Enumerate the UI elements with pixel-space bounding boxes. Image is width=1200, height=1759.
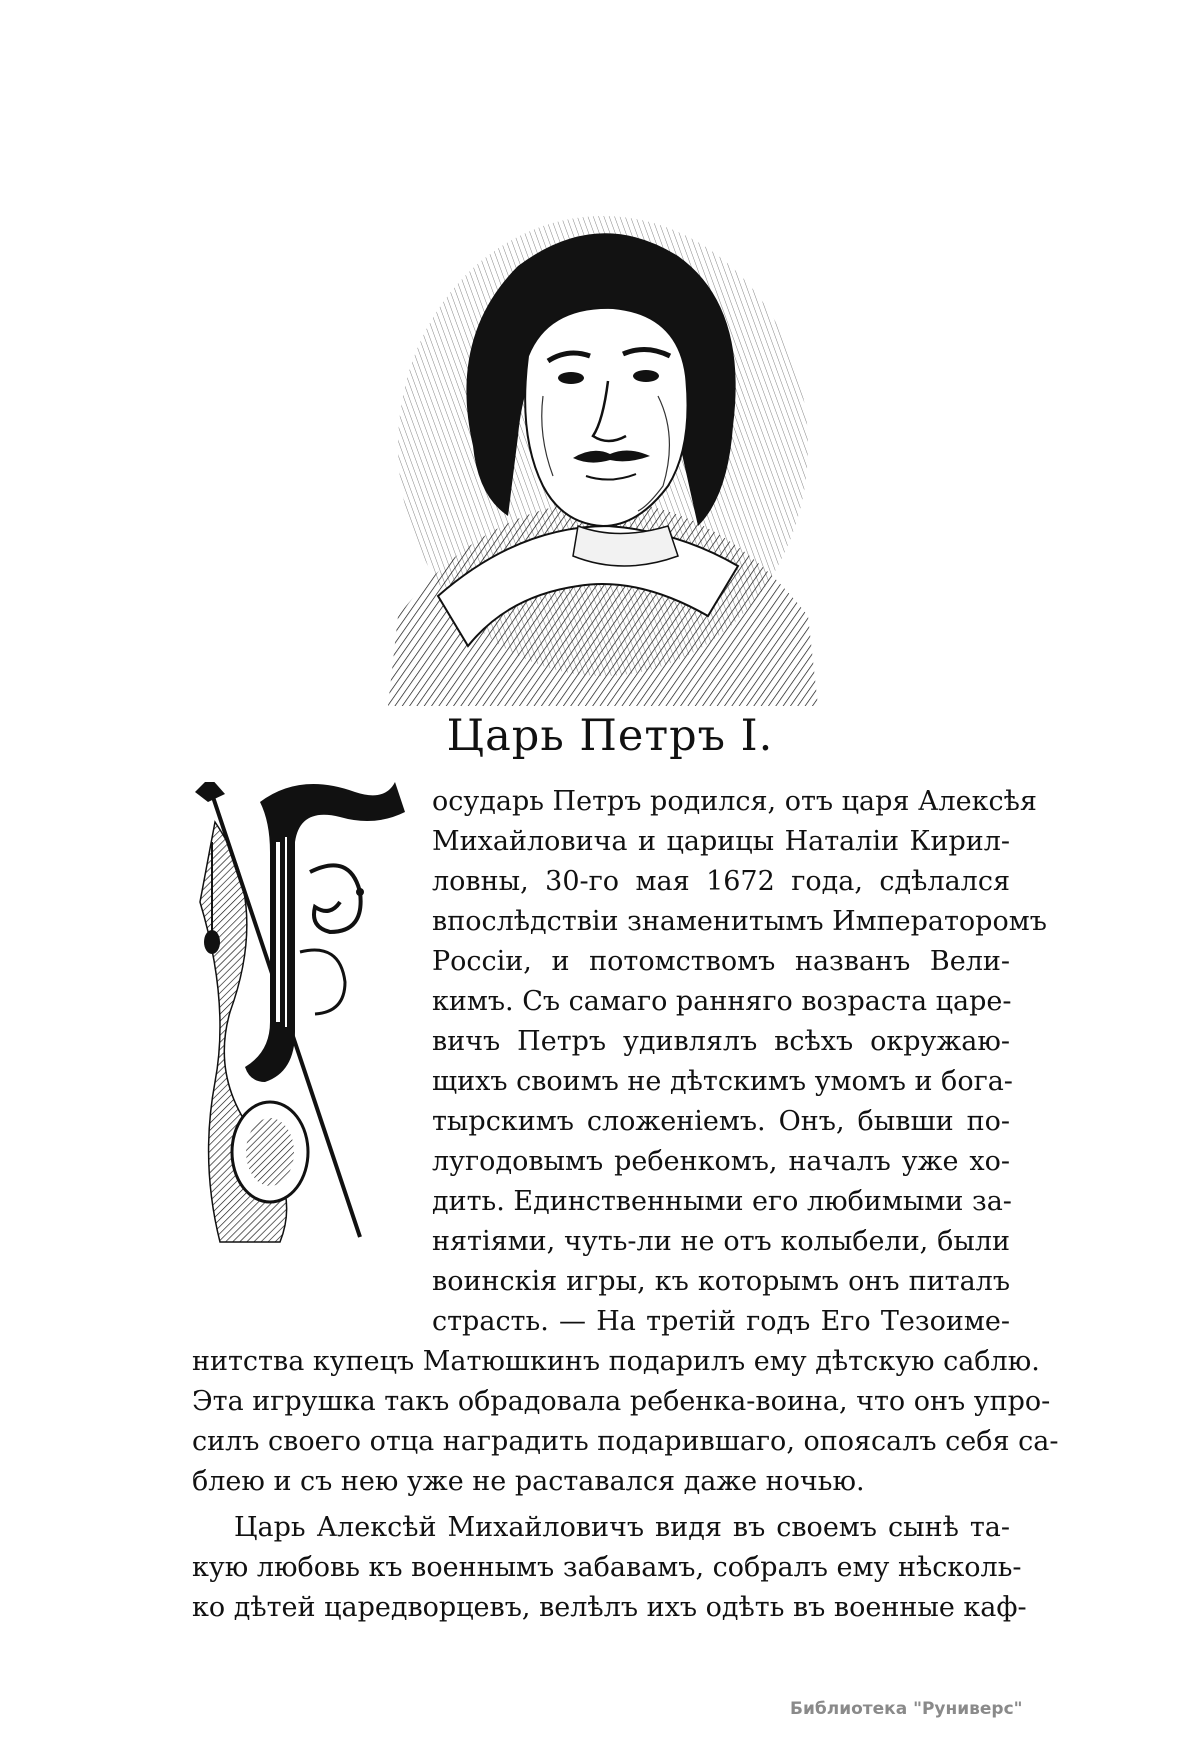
- text-line: кую любовь къ военнымъ забавамъ, собралъ ему нѣсколь-: [192, 1552, 1022, 1583]
- text-line: кимъ. Съ самаго ранняго возраста царе-: [432, 986, 1012, 1017]
- text-line: осударь Петръ родился, отъ царя Алексѣя: [432, 786, 1037, 817]
- portrait-engraving: [378, 196, 828, 706]
- text-line: нитства купецъ Матюшкинъ подарилъ ему дѣтскую саблю.: [192, 1346, 1040, 1377]
- text-line: воинскiя игры, къ которымъ онъ питалъ: [432, 1266, 1010, 1297]
- text-line: ловны, 30-го мая 1672 года, сдѣлался: [432, 866, 1010, 897]
- text-line: Эта игрушка такъ обрадовала ребенка-воина, что онъ упро-: [192, 1386, 1051, 1417]
- page-title: Царь Петръ I.: [446, 711, 774, 761]
- library-watermark: Библиотека "Руниверс": [790, 1699, 1023, 1719]
- text-line: щихъ своимъ не дѣтскимъ умомъ и бога-: [432, 1066, 1013, 1097]
- text-line: Россiи, и потомствомъ названъ Вели-: [432, 946, 1010, 977]
- text-line: нятiями, чуть-ли не отъ колыбели, были: [432, 1226, 1010, 1257]
- decorated-initial-letter: [190, 782, 430, 1252]
- text-line: дить. Единственными его любимыми за-: [432, 1186, 1012, 1217]
- text-line: блею и съ нею уже не раставался даже ночью.: [192, 1466, 865, 1497]
- text-line: Царь Алексѣй Михайловичъ видя въ своемъ сынѣ та-: [234, 1512, 1010, 1543]
- text-line: впослѣдствiи знаменитымъ Императоромъ: [432, 906, 1047, 937]
- text-line: вичъ Петръ удивлялъ всѣхъ окружаю-: [432, 1026, 1010, 1057]
- text-line: страсть. — На третiй годъ Его Тезоиме-: [432, 1306, 1010, 1337]
- text-line: Михайловича и царицы Наталiи Кирил-: [432, 826, 1010, 857]
- text-line: силъ своего отца наградить подарившаго, опоясалъ себя са-: [192, 1426, 1059, 1457]
- text-line: лугодовымъ ребенкомъ, началъ уже хо-: [432, 1146, 1010, 1177]
- text-line: ко дѣтей царедворцевъ, велѣлъ ихъ одѣть въ военные каф-: [192, 1592, 1027, 1623]
- text-line: тырскимъ сложенiемъ. Онъ, бывши по-: [432, 1106, 1010, 1137]
